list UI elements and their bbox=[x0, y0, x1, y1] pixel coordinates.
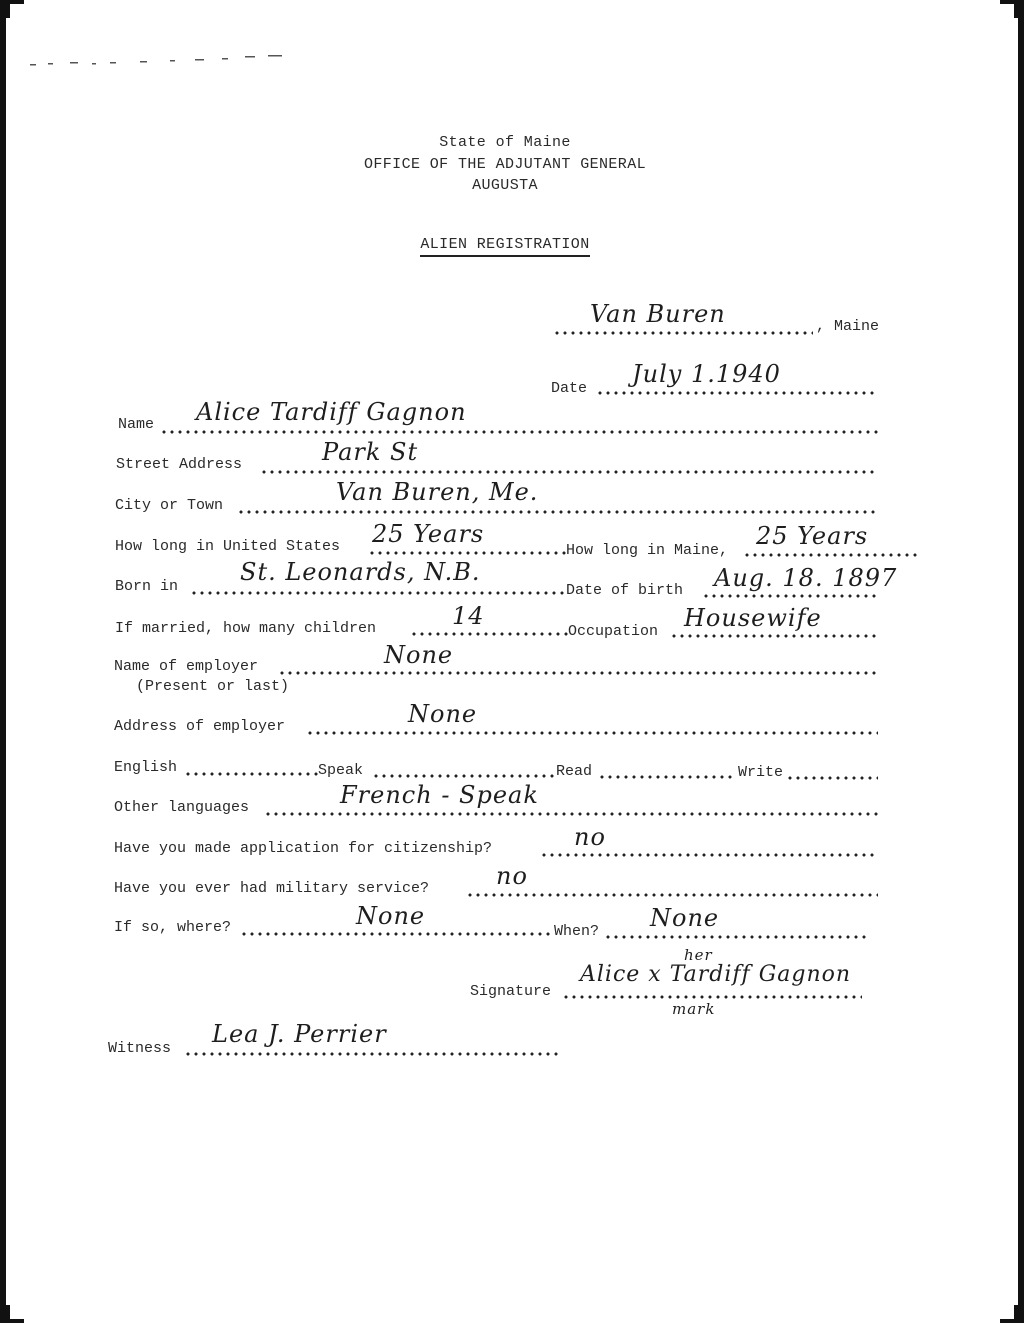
military-label: Have you ever had military service? bbox=[114, 880, 430, 897]
signature-dotted-line bbox=[562, 995, 862, 999]
crop-mark bbox=[6, 0, 24, 18]
military-dotted-line bbox=[466, 893, 878, 897]
speak-label: Speak bbox=[318, 762, 364, 779]
years-maine-entry: 25 Years bbox=[756, 522, 869, 550]
military-entry: no bbox=[496, 862, 528, 890]
date-of-birth-label: Date of birth bbox=[566, 582, 684, 599]
employer-name-label: Name of employer bbox=[114, 658, 259, 675]
citizenship-label: Have you made application for citizenship? bbox=[114, 840, 493, 857]
occupation-entry: Housewife bbox=[684, 604, 822, 632]
citizenship-entry: no bbox=[574, 823, 606, 851]
write-dotted-line bbox=[786, 776, 878, 780]
date-entry: July 1.1940 bbox=[632, 360, 781, 388]
street-address-label: Street Address bbox=[116, 456, 243, 473]
date-of-birth-entry: Aug. 18. 1897 bbox=[714, 564, 898, 592]
write-label: Write bbox=[738, 764, 784, 781]
signature-her: her bbox=[684, 946, 713, 964]
form-title: ALIEN REGISTRATION bbox=[420, 236, 589, 257]
street-address-entry: Park St bbox=[322, 438, 419, 466]
speak-dotted-line bbox=[372, 774, 556, 778]
name-entry: Alice Tardiff Gagnon bbox=[196, 398, 467, 426]
witness-entry: Lea J. Perrier bbox=[212, 1020, 387, 1048]
how-long-maine-label: How long in Maine, bbox=[566, 542, 729, 559]
witness-dotted-line bbox=[184, 1052, 560, 1056]
crop-mark bbox=[1000, 1305, 1018, 1323]
scan-specks bbox=[30, 50, 290, 70]
town-entry: Van Buren bbox=[590, 300, 726, 328]
date-of-birth-dotted-line bbox=[702, 594, 878, 598]
form-title-wrap bbox=[0, 236, 1010, 257]
other-languages-dotted-line bbox=[264, 812, 878, 816]
how-long-maine-dotted-line bbox=[743, 553, 918, 557]
when-label: When? bbox=[554, 923, 600, 940]
children-label: If married, how many children bbox=[115, 620, 377, 637]
if-so-where-label: If so, where? bbox=[114, 919, 232, 936]
maine-suffix: , Maine bbox=[816, 318, 880, 335]
children-dotted-line bbox=[410, 632, 568, 636]
signature-mark: mark bbox=[672, 1000, 716, 1018]
when-dotted-line bbox=[604, 935, 870, 939]
witness-label: Witness bbox=[108, 1040, 172, 1057]
state-heading: State of Maine bbox=[439, 134, 571, 151]
occupation-dotted-line bbox=[670, 634, 878, 638]
english-label: English bbox=[114, 759, 178, 776]
english-dotted-line bbox=[184, 772, 318, 776]
town-dotted-line bbox=[553, 331, 813, 335]
crop-mark bbox=[6, 1305, 24, 1323]
employer-name-entry: None bbox=[384, 641, 454, 669]
employer-name-dotted-line bbox=[278, 671, 878, 675]
citizenship-dotted-line bbox=[540, 853, 878, 857]
how-long-us-label: How long in United States bbox=[115, 538, 341, 555]
employer-note: (Present or last) bbox=[136, 678, 290, 695]
name-label: Name bbox=[118, 416, 155, 433]
street-address-dotted-line bbox=[260, 470, 878, 474]
office-heading: OFFICE OF THE ADJUTANT GENERAL bbox=[363, 156, 647, 173]
city-town-entry: Van Buren, Me. bbox=[336, 478, 539, 506]
date-label: Date bbox=[551, 380, 588, 397]
employer-address-dotted-line bbox=[306, 731, 878, 735]
employer-address-entry: None bbox=[408, 700, 478, 728]
children-entry: 14 bbox=[452, 602, 485, 630]
signature-label: Signature bbox=[470, 983, 552, 1000]
other-languages-entry: French - Speak bbox=[340, 781, 539, 809]
employer-address-label: Address of employer bbox=[114, 718, 286, 735]
occupation-label: Occupation bbox=[568, 623, 659, 640]
where-entry: None bbox=[356, 902, 426, 930]
city-heading: AUGUSTA bbox=[472, 177, 538, 194]
years-us-entry: 25 Years bbox=[372, 520, 485, 548]
other-languages-label: Other languages bbox=[114, 799, 250, 816]
crop-mark bbox=[1000, 0, 1018, 18]
read-label: Read bbox=[556, 763, 593, 780]
read-dotted-line bbox=[598, 775, 734, 779]
city-town-label: City or Town bbox=[115, 497, 224, 514]
born-in-dotted-line bbox=[190, 591, 566, 595]
date-dotted-line bbox=[596, 391, 878, 395]
born-in-entry: St. Leonards, N.B. bbox=[240, 558, 481, 586]
name-dotted-line bbox=[160, 430, 878, 434]
how-long-us-dotted-line bbox=[368, 551, 566, 555]
signature-entry: Alice x Tardiff Gagnon bbox=[580, 962, 852, 987]
born-in-label: Born in bbox=[115, 578, 179, 595]
when-entry: None bbox=[650, 904, 720, 932]
city-town-dotted-line bbox=[237, 510, 878, 514]
where-dotted-line bbox=[240, 932, 554, 936]
